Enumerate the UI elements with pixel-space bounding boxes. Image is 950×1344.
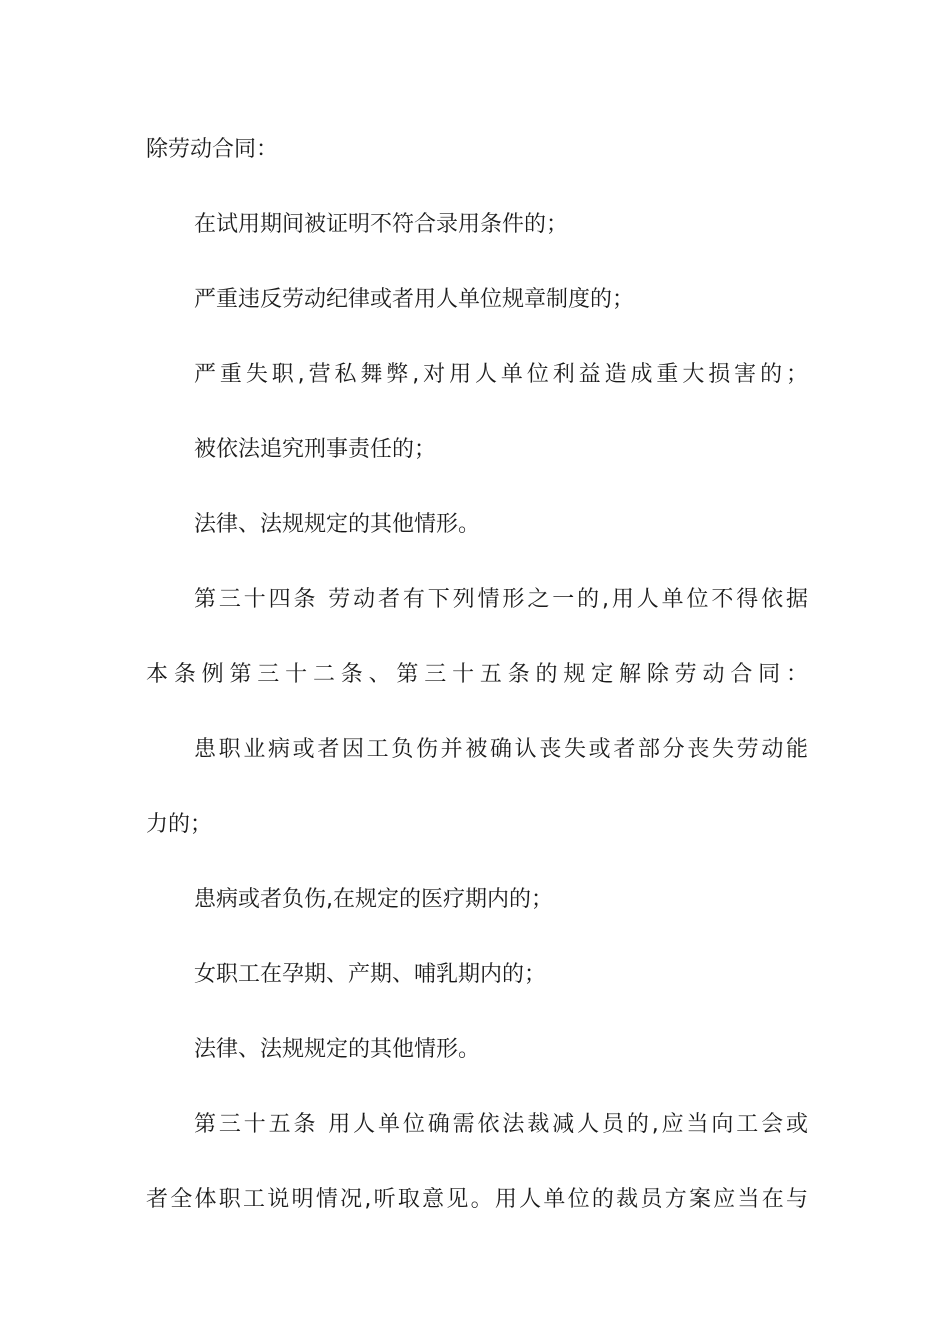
text-line: 法律、法规规定的其他情形。 [194,512,481,537]
article-heading-line: 第三十四条 劳动者有下列情形之一的,用人单位不得依据 [194,587,808,612]
article-heading-line: 第三十五条 用人单位确需依法裁减人员的,应当向工会或 [194,1112,808,1137]
text-line: 力的； [146,812,213,837]
text-line: 除劳动合同： [146,137,279,162]
text-line: 被依法追究刑事责任的； [194,437,437,462]
text-line: 者全体职工说明情况,听取意见。用人单位的裁员方案应当在与 [146,1187,808,1212]
text-line: 严重失职,营私舞弊,对用人单位利益造成重大损害的； [194,362,808,387]
text-line: 法律、法规规定的其他情形。 [194,1037,481,1062]
text-line: 本条例第三十二条、第三十五条的规定解除劳动合同： [146,662,808,687]
text-line: 患职业病或者因工负伤并被确认丧失或者部分丧失劳动能 [194,737,808,762]
text-line: 患病或者负伤,在规定的医疗期内的； [194,887,553,912]
text-line: 女职工在孕期、产期、哺乳期内的； [194,962,547,987]
text-line: 在试用期间被证明不符合录用条件的； [194,212,569,237]
text-line: 严重违反劳动纪律或者用人单位规章制度的； [194,287,635,312]
